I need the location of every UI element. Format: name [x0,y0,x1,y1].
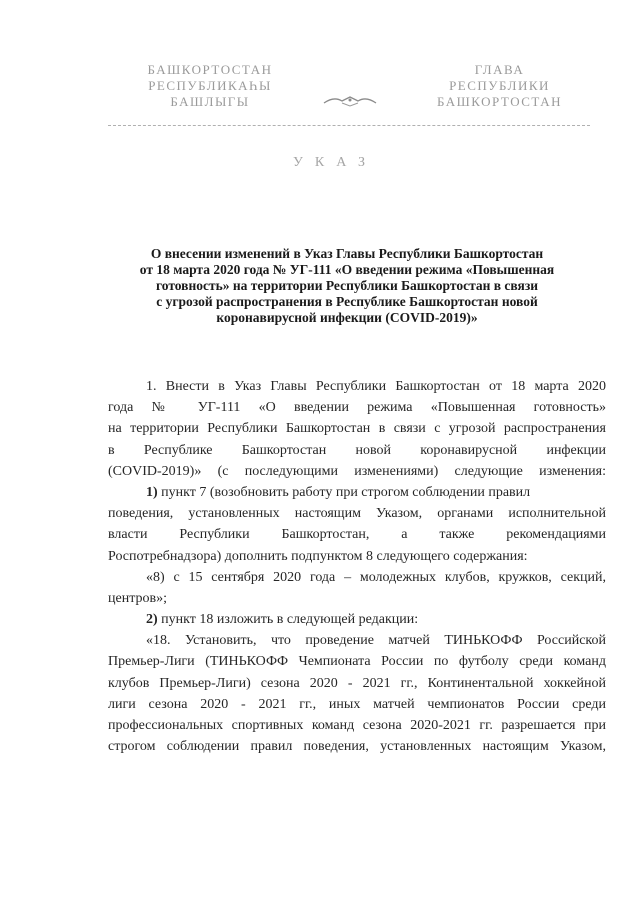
body-line: «8) с 15 сентября 2020 года – молодежных клубов, кружков, секций, [146,569,606,585]
list-item-2 [108,609,606,630]
body-line: клубов Премьер-Лиги) сезона 2020 - 2021 гг., Континентальной хоккейной [108,675,606,691]
body-line: «18. Установить, что проведение матчей ТИНЬКОФФ Российской [146,633,606,649]
letterhead [0,52,640,132]
letterhead-left [120,62,300,110]
body-line: центров»; [108,590,167,606]
letterhead-right-line: РЕСПУБЛИКИ [449,78,550,93]
body-line: лиги сезона 2020 - 2021 гг., иных матчей чемпионатов России среди [108,696,606,712]
list-item-number: 1) [146,484,158,500]
letterhead-right [412,62,587,110]
list-item-1 [108,482,606,503]
body-line: Премьер-Лиги (ТИНЬКОФФ Чемпионата России по футболу среди команд [108,654,606,670]
title-line: коронавирусной инфекции (COVID-2019)» [216,310,478,325]
body-line: на территории Республики Башкортостан в связи с угрозой распространения [108,421,606,437]
document-title [112,246,582,326]
body-line: в Республике Башкортостан новой коронавирусной инфекции [108,442,606,458]
body-line: власти Республики Башкортостан, а также рекомендациями [108,527,606,543]
body-text: пункт 18 изложить в следующей редакции: [161,612,419,628]
document-body [108,376,606,757]
body-line: года № УГ-111 «О введении режима «Повышенная готовность» [108,400,606,416]
coat-of-arms-icon [320,94,380,108]
body-line: профессиональных спортивных команд сезона 2020-2021 гг. разрешается при [108,718,606,733]
title-line: О внесении изменений в Указ Главы Республики Башкортостан [150,246,544,261]
document-type: УКАЗ [292,155,378,170]
body-text: пункт 7 (возобновить работу при строгом соблюдении правил [161,484,531,500]
body-line: (COVID-2019)» (с последующими изменениями) следующие изменения: [108,463,606,479]
title-line: с угрозой распространения в Республике Башкортостан новой [156,294,538,309]
body-line: Роспотребнадзора) дополнить подпунктом 8 следующего содержания: [108,548,528,564]
letterhead-left-line: БАШКОРТОСТАН [147,62,273,77]
letterhead-right-line: ГЛАВА [474,62,525,77]
title-line: готовность» на территории Республики Башкортостан в связи [155,278,539,293]
body-line: 1. Внести в Указ Главы Республики Башкортостан от 18 марта 2020 [146,379,606,394]
body-line: поведения, установленных настоящим Указом, органами исполнительной [108,506,606,522]
list-item-number: 2) [146,612,158,628]
letterhead-left-line: БАШЛЫГЫ [170,94,250,109]
letterhead-right-line: БАШКОРТОСТАН [437,94,562,109]
letterhead-left-line: РЕСПУБЛИКАҺЫ [148,78,272,93]
letterhead-divider [108,125,590,126]
title-line: от 18 марта 2020 года № УГ-111 «О введении режима «Повышенная [139,262,555,277]
body-line: строгом соблюдении правил поведения, установленных настоящим Указом, [108,739,606,755]
